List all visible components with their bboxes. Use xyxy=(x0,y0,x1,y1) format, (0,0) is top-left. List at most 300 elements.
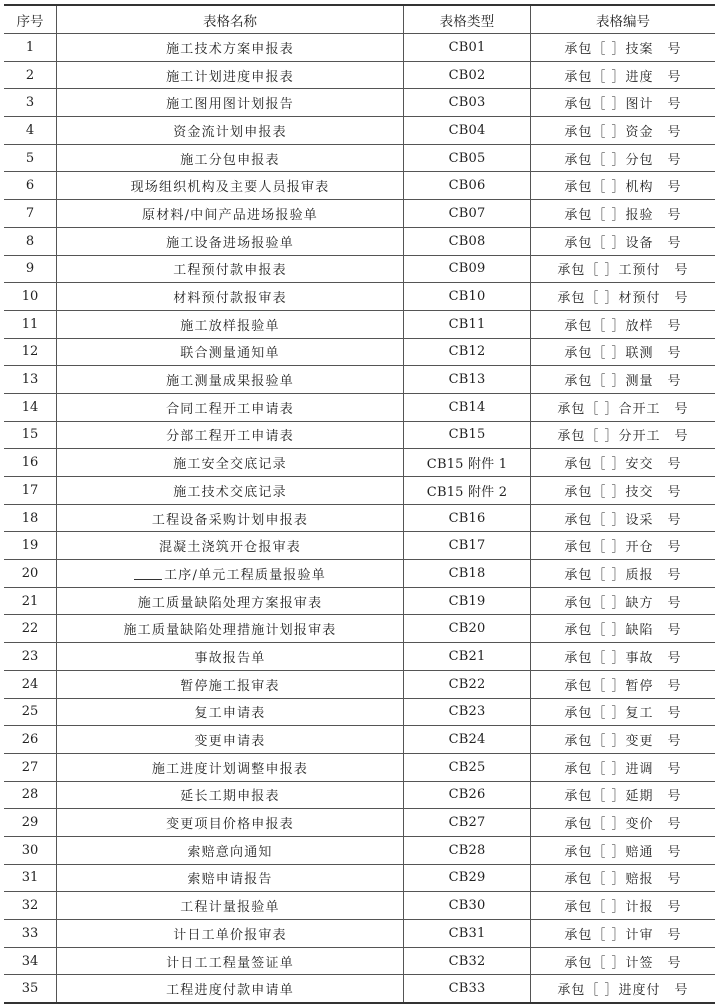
form-type xyxy=(404,34,531,62)
row-no-text: 6 xyxy=(25,178,35,194)
form-code-text: 承包［ ］合开工 号 xyxy=(557,401,689,417)
row-no xyxy=(4,643,57,671)
form-type xyxy=(404,698,531,726)
row-no-text: 2 xyxy=(25,67,35,83)
table-body xyxy=(4,34,715,1004)
form-type-text: CB06 xyxy=(448,178,486,194)
table-row xyxy=(4,504,715,532)
form-name xyxy=(57,61,404,89)
form-name-text: 延长工期申报表 xyxy=(180,789,280,805)
header-code: 表格编号 xyxy=(531,5,716,34)
form-type-text: CB15 附件 1 xyxy=(426,457,508,473)
form-code xyxy=(531,643,716,671)
form-name-text: 施工质量缺陷处理措施计划报审表 xyxy=(123,623,337,639)
forms-table xyxy=(4,4,715,1004)
form-code xyxy=(531,34,716,62)
row-no-text: 8 xyxy=(25,233,35,249)
form-name-text: 现场组织机构及主要人员报审表 xyxy=(130,180,330,196)
row-no-text: 32 xyxy=(21,898,39,914)
row-no xyxy=(4,393,57,421)
form-code-text: 承包［ ］变更 号 xyxy=(564,734,682,750)
form-code xyxy=(531,947,716,975)
table-row xyxy=(4,255,715,283)
form-type-text: CB26 xyxy=(448,787,486,803)
form-type xyxy=(404,892,531,920)
form-type-text: CB10 xyxy=(448,289,486,305)
form-name xyxy=(57,449,404,477)
form-code-text: 承包［ ］赔通 号 xyxy=(564,844,682,860)
form-code xyxy=(531,615,716,643)
form-name xyxy=(57,34,404,62)
form-name xyxy=(57,504,404,532)
form-type-text: CB20 xyxy=(448,621,486,637)
row-no-text: 14 xyxy=(21,399,39,415)
table-row xyxy=(4,477,715,505)
table-row xyxy=(4,283,715,311)
form-name xyxy=(57,892,404,920)
row-no-text: 34 xyxy=(21,953,39,969)
fill-blank-line xyxy=(134,567,162,580)
form-code xyxy=(531,200,716,228)
form-name-text: 索赔申请报告 xyxy=(187,872,273,888)
form-type-text: CB25 xyxy=(448,759,486,775)
table-row xyxy=(4,89,715,117)
form-name xyxy=(57,117,404,145)
row-no xyxy=(4,421,57,449)
form-code-text: 承包［ ］进度付 号 xyxy=(557,983,689,999)
form-name xyxy=(57,809,404,837)
form-code-text: 承包［ ］开仓 号 xyxy=(564,540,682,556)
form-name-text: 工序/单元工程质量报验单 xyxy=(164,567,326,583)
row-no-text: 30 xyxy=(21,842,39,858)
form-name-text: 施工图用图计划报告 xyxy=(166,97,294,113)
row-no xyxy=(4,172,57,200)
form-name xyxy=(57,587,404,615)
row-no xyxy=(4,781,57,809)
form-code-text: 承包［ ］技交 号 xyxy=(564,484,682,500)
form-code xyxy=(531,421,716,449)
row-no-text: 10 xyxy=(21,289,39,305)
form-code-text: 承包［ ］赔报 号 xyxy=(564,872,682,888)
form-name xyxy=(57,477,404,505)
table-row xyxy=(4,587,715,615)
table-row xyxy=(4,172,715,200)
form-code-text: 承包［ ］计签 号 xyxy=(564,955,682,971)
form-name-text: 施工安全交底记录 xyxy=(173,457,287,473)
form-name-text: 工程进度付款申请单 xyxy=(166,983,294,999)
form-name xyxy=(57,532,404,560)
row-no xyxy=(4,587,57,615)
form-code-text: 承包［ ］测量 号 xyxy=(564,374,682,390)
form-name xyxy=(57,421,404,449)
table-row xyxy=(4,449,715,477)
form-code-text: 承包［ ］材预付 号 xyxy=(557,291,689,307)
row-no-text: 19 xyxy=(21,538,39,554)
form-name-text: 索赔意向通知 xyxy=(187,844,273,860)
form-type xyxy=(404,449,531,477)
row-no xyxy=(4,366,57,394)
form-name xyxy=(57,255,404,283)
form-code xyxy=(531,172,716,200)
form-code xyxy=(531,255,716,283)
form-type xyxy=(404,89,531,117)
table-row xyxy=(4,421,715,449)
table-row xyxy=(4,836,715,864)
row-no-text: 20 xyxy=(21,565,39,581)
row-no-text: 15 xyxy=(21,427,39,443)
form-type xyxy=(404,504,531,532)
table-row xyxy=(4,947,715,975)
row-no xyxy=(4,200,57,228)
header-name: 表格名称 xyxy=(57,5,404,34)
form-type xyxy=(404,532,531,560)
form-type xyxy=(404,310,531,338)
table-row xyxy=(4,310,715,338)
row-no-text: 23 xyxy=(21,648,39,664)
form-name xyxy=(57,310,404,338)
form-type-text: CB11 xyxy=(448,316,486,332)
form-name-text: 原材料/中间产品进场报验单 xyxy=(142,207,318,223)
form-code xyxy=(531,809,716,837)
row-no-text: 31 xyxy=(21,870,39,886)
row-no-text: 5 xyxy=(25,150,35,166)
form-code xyxy=(531,726,716,754)
table-row xyxy=(4,781,715,809)
form-name xyxy=(57,698,404,726)
table-row xyxy=(4,753,715,781)
form-type xyxy=(404,781,531,809)
row-no xyxy=(4,670,57,698)
form-name-text: 事故报告单 xyxy=(194,650,266,666)
form-type xyxy=(404,366,531,394)
row-no-text: 35 xyxy=(21,981,39,997)
form-code-text: 承包［ ］事故 号 xyxy=(564,650,682,666)
form-name xyxy=(57,200,404,228)
form-type-text: CB13 xyxy=(448,372,486,388)
header-type: 表格类型 xyxy=(404,5,531,34)
form-type-text: CB15 xyxy=(448,427,486,443)
form-code xyxy=(531,532,716,560)
form-code-text: 承包［ ］安交 号 xyxy=(564,457,682,473)
row-no xyxy=(4,809,57,837)
form-code-text: 承包［ ］资金 号 xyxy=(564,124,682,140)
header-no: 序号 xyxy=(4,5,57,34)
form-type-text: CB12 xyxy=(448,344,486,360)
form-type xyxy=(404,117,531,145)
form-name-text: 施工技术方案申报表 xyxy=(166,41,294,57)
row-no xyxy=(4,34,57,62)
form-name xyxy=(57,172,404,200)
row-no xyxy=(4,89,57,117)
form-type xyxy=(404,255,531,283)
form-type-text: CB30 xyxy=(448,898,486,914)
form-code xyxy=(531,227,716,255)
row-no xyxy=(4,836,57,864)
table-row xyxy=(4,643,715,671)
form-type xyxy=(404,615,531,643)
form-code-text: 承包［ ］缺方 号 xyxy=(564,595,682,611)
row-no xyxy=(4,698,57,726)
form-type-text: CB07 xyxy=(448,205,486,221)
row-no-text: 25 xyxy=(21,704,39,720)
form-type xyxy=(404,144,531,172)
row-no-text: 28 xyxy=(21,787,39,803)
form-code-text: 承包［ ］复工 号 xyxy=(564,706,682,722)
form-code-text: 承包［ ］放样 号 xyxy=(564,318,682,334)
form-name-text: 施工技术交底记录 xyxy=(173,484,287,500)
row-no-text: 18 xyxy=(21,510,39,526)
row-no xyxy=(4,560,57,588)
table-row xyxy=(4,920,715,948)
form-name-text: 计日工工程量签证单 xyxy=(166,955,294,971)
form-name-text: 联合测量通知单 xyxy=(180,346,280,362)
row-no-text: 24 xyxy=(21,676,39,692)
row-no-text: 17 xyxy=(21,482,39,498)
table-row xyxy=(4,809,715,837)
form-type xyxy=(404,283,531,311)
form-code xyxy=(531,283,716,311)
table-row xyxy=(4,892,715,920)
form-type xyxy=(404,726,531,754)
row-no xyxy=(4,117,57,145)
form-code xyxy=(531,892,716,920)
row-no xyxy=(4,61,57,89)
form-name xyxy=(57,366,404,394)
table-row xyxy=(4,227,715,255)
row-no-text: 7 xyxy=(25,205,35,221)
form-name-text: 施工分包申报表 xyxy=(180,152,280,168)
form-type-text: CB17 xyxy=(448,538,486,554)
form-code xyxy=(531,117,716,145)
form-name-text: 合同工程开工申请表 xyxy=(166,401,294,417)
form-code xyxy=(531,449,716,477)
form-type-text: CB05 xyxy=(448,150,486,166)
row-no-text: 13 xyxy=(21,372,39,388)
form-type xyxy=(404,393,531,421)
form-type-text: CB23 xyxy=(448,704,486,720)
form-code-text: 承包［ ］分开工 号 xyxy=(557,429,689,445)
form-code xyxy=(531,781,716,809)
form-code xyxy=(531,89,716,117)
form-code xyxy=(531,61,716,89)
table-row xyxy=(4,864,715,892)
form-type-text: CB28 xyxy=(448,842,486,858)
form-code xyxy=(531,393,716,421)
form-type xyxy=(404,227,531,255)
form-code xyxy=(531,753,716,781)
form-code xyxy=(531,477,716,505)
row-no xyxy=(4,310,57,338)
form-code xyxy=(531,920,716,948)
table-row xyxy=(4,726,715,754)
form-type xyxy=(404,587,531,615)
row-no-text: 4 xyxy=(25,122,35,138)
form-code-text: 承包［ ］分包 号 xyxy=(564,152,682,168)
row-no xyxy=(4,920,57,948)
row-no-text: 26 xyxy=(21,732,39,748)
form-name xyxy=(57,753,404,781)
form-name-text: 暂停施工报审表 xyxy=(180,678,280,694)
row-no xyxy=(4,947,57,975)
form-name xyxy=(57,670,404,698)
form-code-text: 承包［ ］计报 号 xyxy=(564,900,682,916)
form-name xyxy=(57,393,404,421)
form-code-text: 承包［ ］报验 号 xyxy=(564,207,682,223)
form-type xyxy=(404,975,531,1003)
form-code-text: 承包［ ］工预付 号 xyxy=(557,263,689,279)
form-name xyxy=(57,864,404,892)
form-type xyxy=(404,670,531,698)
form-code xyxy=(531,560,716,588)
form-type-text: CB15 附件 2 xyxy=(426,484,508,500)
form-name-text: 变更项目价格申报表 xyxy=(166,817,294,833)
form-type xyxy=(404,809,531,837)
form-type xyxy=(404,200,531,228)
table-row xyxy=(4,200,715,228)
form-name-text: 施工计划进度申报表 xyxy=(166,69,294,85)
row-no-text: 12 xyxy=(21,344,39,360)
form-name xyxy=(57,89,404,117)
form-code-text: 承包［ ］延期 号 xyxy=(564,789,682,805)
form-type-text: CB33 xyxy=(448,981,486,997)
form-type-text: CB14 xyxy=(448,399,486,415)
form-name-text: 施工质量缺陷处理方案报审表 xyxy=(137,595,323,611)
row-no xyxy=(4,864,57,892)
form-code xyxy=(531,864,716,892)
table-row xyxy=(4,338,715,366)
form-name-text: 工程预付款申报表 xyxy=(173,263,287,279)
form-type-text: CB18 xyxy=(448,565,486,581)
form-name xyxy=(57,144,404,172)
form-type xyxy=(404,421,531,449)
form-name xyxy=(57,836,404,864)
form-type xyxy=(404,947,531,975)
form-type-text: CB32 xyxy=(448,953,486,969)
form-type-text: CB09 xyxy=(448,261,486,277)
form-name xyxy=(57,338,404,366)
form-code-text: 承包［ ］暂停 号 xyxy=(564,678,682,694)
form-type-text: CB04 xyxy=(448,122,486,138)
form-type xyxy=(404,338,531,366)
form-code-text: 承包［ ］联测 号 xyxy=(564,346,682,362)
form-code-text: 承包［ ］进度 号 xyxy=(564,69,682,85)
form-code-text: 承包［ ］技案 号 xyxy=(564,41,682,57)
form-code-text: 承包［ ］设备 号 xyxy=(564,235,682,251)
form-code-text: 承包［ ］设采 号 xyxy=(564,512,682,528)
form-name xyxy=(57,560,404,588)
row-no xyxy=(4,726,57,754)
form-type xyxy=(404,643,531,671)
row-no xyxy=(4,144,57,172)
form-name xyxy=(57,947,404,975)
form-name-text: 复工申请表 xyxy=(194,706,266,722)
table-row xyxy=(4,532,715,560)
form-type-text: CB31 xyxy=(448,925,486,941)
table-row xyxy=(4,560,715,588)
form-type-text: CB01 xyxy=(448,39,486,55)
row-no-text: 33 xyxy=(21,925,39,941)
form-name-text: 资金流计划申报表 xyxy=(173,124,287,140)
form-name-text: 计日工单价报审表 xyxy=(173,927,287,943)
row-no xyxy=(4,615,57,643)
form-code xyxy=(531,975,716,1003)
table-row xyxy=(4,366,715,394)
table-row xyxy=(4,393,715,421)
form-code-text: 承包［ ］图计 号 xyxy=(564,97,682,113)
header-row xyxy=(4,5,715,34)
table-row xyxy=(4,144,715,172)
row-no xyxy=(4,449,57,477)
form-name xyxy=(57,643,404,671)
row-no xyxy=(4,532,57,560)
form-name-text: 混凝土浇筑开仓报审表 xyxy=(158,540,301,556)
table-row xyxy=(4,975,715,1003)
form-type-text: CB02 xyxy=(448,67,486,83)
row-no-text: 21 xyxy=(21,593,39,609)
form-type-text: CB08 xyxy=(448,233,486,249)
row-no xyxy=(4,283,57,311)
form-type-text: CB16 xyxy=(448,510,486,526)
form-name-text: 施工放样报验单 xyxy=(180,318,280,334)
form-type-text: CB22 xyxy=(448,676,486,692)
row-no-text: 9 xyxy=(25,261,35,277)
row-no-text: 16 xyxy=(21,455,39,471)
table-row xyxy=(4,34,715,62)
form-code xyxy=(531,504,716,532)
form-code-text: 承包［ ］计审 号 xyxy=(564,927,682,943)
form-code xyxy=(531,338,716,366)
form-type xyxy=(404,61,531,89)
form-name xyxy=(57,975,404,1003)
form-name xyxy=(57,615,404,643)
form-type-text: CB27 xyxy=(448,815,486,831)
row-no xyxy=(4,892,57,920)
form-name-text: 施工测量成果报验单 xyxy=(166,374,294,390)
form-name-text: 材料预付款报审表 xyxy=(173,291,287,307)
form-type xyxy=(404,836,531,864)
row-no-text: 27 xyxy=(21,759,39,775)
row-no xyxy=(4,255,57,283)
form-type-text: CB03 xyxy=(448,95,486,111)
form-code-text: 承包［ ］进调 号 xyxy=(564,761,682,777)
row-no xyxy=(4,227,57,255)
row-no-text: 22 xyxy=(21,621,39,637)
row-no-text: 29 xyxy=(21,815,39,831)
form-code xyxy=(531,366,716,394)
form-code xyxy=(531,670,716,698)
form-name xyxy=(57,283,404,311)
form-type-text: CB19 xyxy=(448,593,486,609)
form-name-text: 工程设备采购计划申报表 xyxy=(151,512,309,528)
form-type xyxy=(404,560,531,588)
form-type xyxy=(404,864,531,892)
row-no-text: 3 xyxy=(25,95,35,111)
row-no xyxy=(4,477,57,505)
form-code-text: 承包［ ］机构 号 xyxy=(564,180,682,196)
row-no xyxy=(4,338,57,366)
row-no xyxy=(4,975,57,1003)
form-type xyxy=(404,753,531,781)
form-type xyxy=(404,477,531,505)
form-name xyxy=(57,726,404,754)
row-no xyxy=(4,753,57,781)
form-code xyxy=(531,144,716,172)
form-type-text: CB29 xyxy=(448,870,486,886)
form-code xyxy=(531,836,716,864)
form-name-text: 变更申请表 xyxy=(194,734,266,750)
form-name xyxy=(57,781,404,809)
form-code-text: 承包［ ］变价 号 xyxy=(564,817,682,833)
